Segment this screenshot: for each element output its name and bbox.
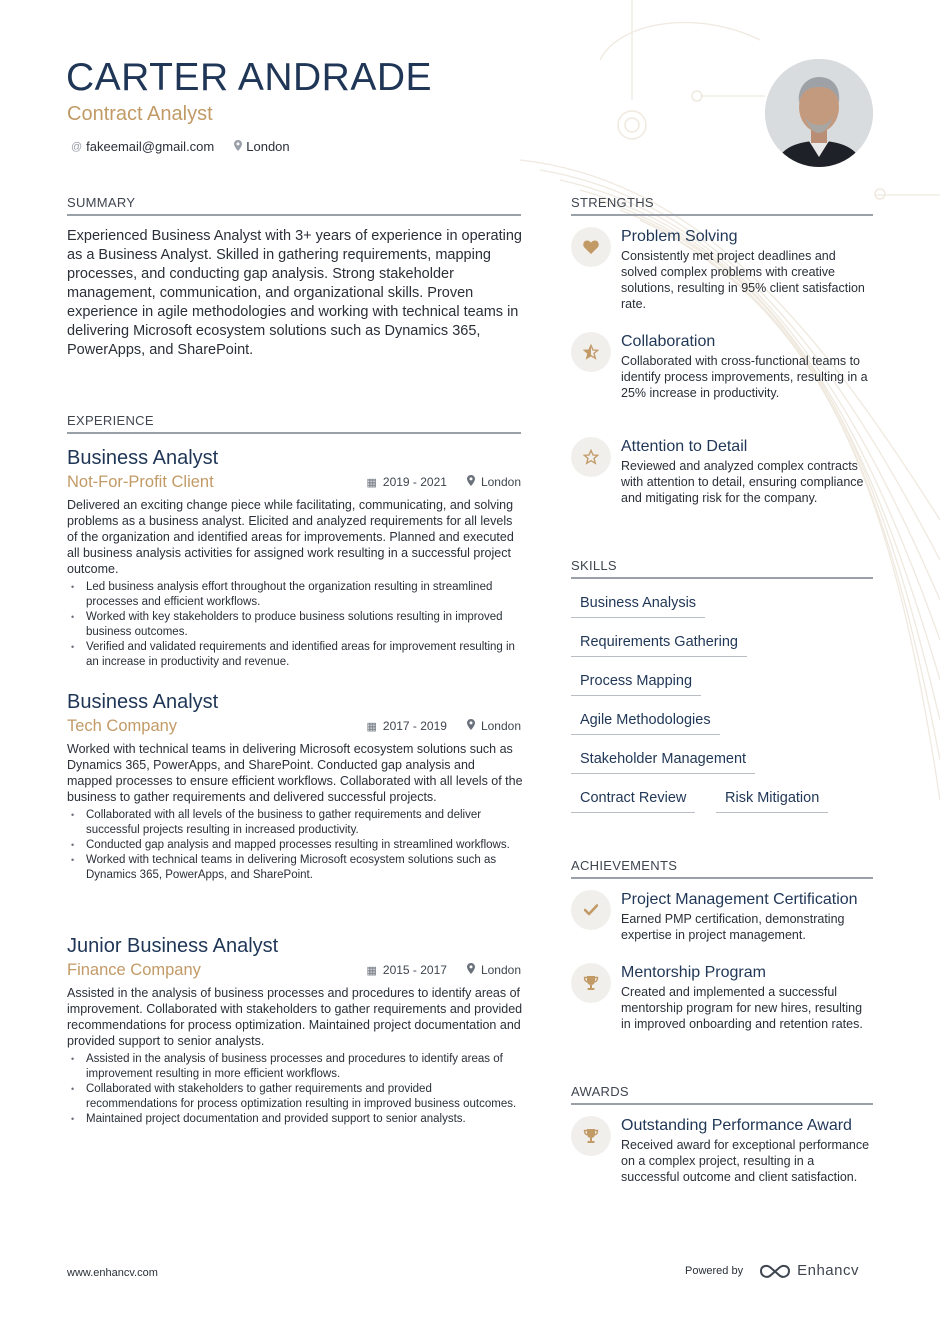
achievement-text: Earned PMP certification, demonstrating expertise in project management. xyxy=(621,912,845,942)
strength-title: Attention to Detail xyxy=(621,438,748,455)
skill-tag: Agile Methodologies xyxy=(571,710,720,735)
skill-tag: Process Mapping xyxy=(571,671,701,696)
skill-tag: Contract Review xyxy=(571,788,695,813)
footer-branding xyxy=(685,1262,859,1279)
at-icon: @ xyxy=(71,140,83,153)
brand-logo[interactable] xyxy=(759,1262,859,1279)
job-entry xyxy=(67,934,523,1127)
award-title: Outstanding Performance Award xyxy=(621,1117,852,1134)
company-name: Tech Company xyxy=(67,717,178,735)
bullet-item: • Led business analysis effort throughout the organization resulting in streamlined processes and efficient workflows. xyxy=(67,580,523,610)
bullet-item: • Verified and validated requirements and identified areas for improvement resulting in an increase in productivity and revenue. xyxy=(67,640,523,670)
calendar-icon: ▦ xyxy=(366,964,377,977)
bullet-item: • Conducted gap analysis and mapped processes resulting in streamlined workflows. xyxy=(67,838,523,853)
job-title: Business Analyst xyxy=(67,447,219,469)
job-meta xyxy=(366,963,523,977)
email-item[interactable] xyxy=(71,139,214,154)
strength-title: Collaboration xyxy=(621,333,716,350)
website-link[interactable]: www.enhancv.com xyxy=(67,1267,158,1279)
job-description: Delivered an exciting change piece while facilitating, communicating, and solving problems as a business analyst. Elicited and analyzed requirements for all levels of the organization and identified areas for improvements. Planned and executed all business analysis activities for assigned work resulting in a successful project outcome. xyxy=(67,498,514,576)
summary-heading: SUMMARY xyxy=(67,195,521,216)
awards-heading: AWARDS xyxy=(571,1084,873,1105)
achievement-title: Mentorship Program xyxy=(621,964,766,981)
check-icon xyxy=(571,890,611,930)
job-location: London xyxy=(480,963,521,977)
job-title: Business Analyst xyxy=(67,691,219,713)
job-bullets xyxy=(67,580,523,670)
award-text: Received award for exceptional performance on a complex project, resulting in a successful outcome and client satisfaction. xyxy=(621,1138,870,1184)
star-icon xyxy=(571,437,611,477)
bullet-item: • Assisted in the analysis of business processes and procedures to identify areas of improvement resulting in more efficient workflows. xyxy=(67,1052,523,1082)
job-description: Assisted in the analysis of business processes and procedures to identify areas of improvement. Collaborated with stakeholders to gather requirements and provided recommendations for process optimization. Maintained project documentation and provided support to senior analysts. xyxy=(67,986,523,1048)
company-name: Not-For-Profit Client xyxy=(67,473,214,491)
bullet-item: • Worked with key stakeholders to produce business solutions resulting in improved business outcomes. xyxy=(67,610,523,640)
star-half-icon xyxy=(571,332,611,372)
job-title: Junior Business Analyst xyxy=(67,935,279,957)
bullet-item: • Maintained project documentation and provided support to senior analysts. xyxy=(67,1112,523,1127)
candidate-role: Contract Analyst xyxy=(67,103,213,125)
bullet-item: • Collaborated with stakeholders to gather requirements and provided recommendations for process optimization resulting in improved business outcomes. xyxy=(67,1082,523,1112)
skill-tag: Risk Mitigation xyxy=(716,788,828,813)
heart-icon xyxy=(571,227,611,267)
job-location: London xyxy=(480,719,521,733)
strength-item xyxy=(571,437,875,506)
achievement-item xyxy=(571,963,875,1032)
job-bullets xyxy=(67,808,523,883)
job-meta xyxy=(366,475,523,489)
candidate-name: CARTER ANDRADE xyxy=(66,56,433,99)
job-dates: 2019 - 2021 xyxy=(382,475,447,489)
location-pin-icon xyxy=(467,719,475,733)
job-description: Worked with technical teams in delivering Microsoft ecosystem solutions such as Dynamics 365, PowerApps, and SharePoint. Conducted gap analysis and mapped processes to ensure efficient workflows. Collaborated with all levels of the business to gather requirements and delivered successful projects. xyxy=(67,742,523,804)
job-location: London xyxy=(480,475,521,489)
achievement-item xyxy=(571,890,875,943)
bullet-item: • Worked with technical teams in delivering Microsoft ecosystem solutions such as Dynamics 365, PowerApps, and SharePoint. xyxy=(67,853,523,883)
email-text: fakeemail@gmail.com xyxy=(86,139,215,154)
skill-tag: Requirements Gathering xyxy=(571,632,747,657)
powered-by-label: Powered by xyxy=(685,1264,744,1277)
achievements-heading: ACHIEVEMENTS xyxy=(571,858,873,879)
strength-item xyxy=(571,227,875,312)
job-entry xyxy=(67,690,523,883)
company-name: Finance Company xyxy=(67,961,201,979)
profile-photo xyxy=(765,59,873,167)
achievement-text: Created and implemented a successful mentorship program for new hires, resulting in improved onboarding and retention rates. xyxy=(621,985,863,1031)
experience-heading: EXPERIENCE xyxy=(67,413,521,434)
job-entry xyxy=(67,446,523,670)
location-pin-icon xyxy=(467,475,475,489)
skill-tag: Stakeholder Management xyxy=(571,749,755,774)
job-bullets xyxy=(67,1052,523,1127)
skills-heading: SKILLS xyxy=(571,558,873,579)
calendar-icon: ▦ xyxy=(366,476,377,489)
strength-item xyxy=(571,332,875,401)
award-item xyxy=(571,1116,875,1185)
job-dates: 2017 - 2019 xyxy=(382,719,447,733)
skill-tag: Business Analysis xyxy=(571,593,705,618)
summary-text: Experienced Business Analyst with 3+ years of experience in operating as a Business Analyst. Skilled in gathering requirements, mapping processes, and conducting gap analysis. Strong stakeholder management, communication, and organizational skills. Proven experience in agile methodologies and working with technical teams in delivering Microsoft ecosystem solutions such as Dynamics 365, PowerApps, and SharePoint. xyxy=(67,228,523,358)
achievement-title: Project Management Certification xyxy=(621,891,858,908)
trophy-icon xyxy=(571,1116,611,1156)
calendar-icon: ▦ xyxy=(366,720,377,733)
location-item xyxy=(234,139,289,154)
enhancv-logo-icon xyxy=(759,1263,791,1279)
strength-text: Collaborated with cross-functional teams to identify process improvements, resulting in a 25% increase in productivity. xyxy=(621,354,868,400)
brand-name: Enhancv xyxy=(797,1262,859,1279)
location-pin-icon xyxy=(234,140,242,154)
location-pin-icon xyxy=(467,963,475,977)
bullet-item: • Collaborated with all levels of the business to gather requirements and deliver successful projects resulting in increased productivity. xyxy=(67,808,523,838)
strengths-heading: STRENGTHS xyxy=(571,195,873,216)
strength-text: Consistently met project deadlines and solved complex problems with creative solutions, resulting in 95% client satisfaction rate. xyxy=(621,249,865,311)
trophy-icon xyxy=(571,963,611,1003)
contact-info xyxy=(71,139,290,154)
job-meta xyxy=(366,719,523,733)
job-dates: 2015 - 2017 xyxy=(382,963,447,977)
location-text: London xyxy=(246,139,290,154)
strength-text: Reviewed and analyzed complex contracts with attention to detail, ensuring compliance and mitigating risk for the company. xyxy=(621,459,864,505)
strength-title: Problem Solving xyxy=(621,228,738,245)
